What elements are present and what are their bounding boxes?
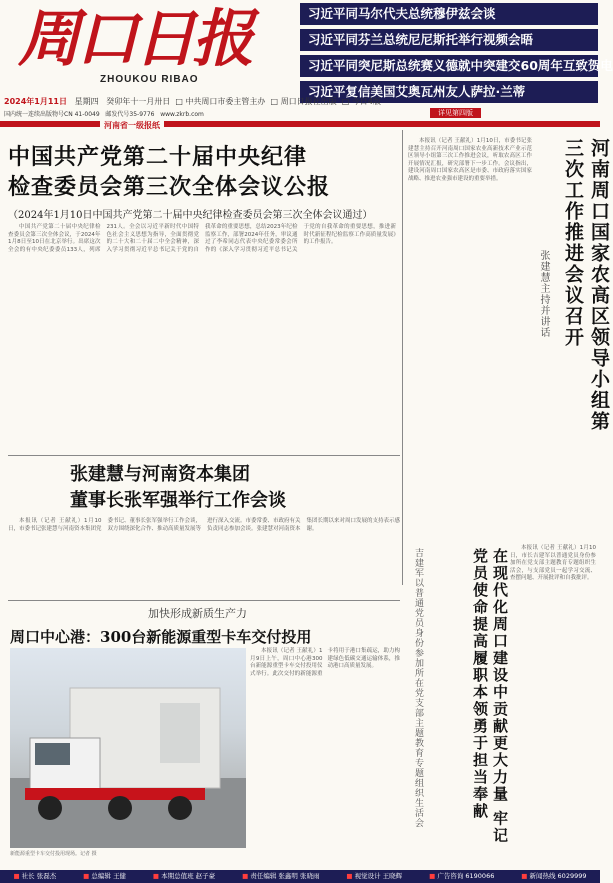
footer-item: ■ 新闻热线 6029999 — [521, 870, 586, 883]
mid-headline-line-2: 董事长张军强举行工作会谈 — [70, 490, 286, 511]
website[interactable]: www.zkrb.com — [160, 111, 204, 118]
footer-item: ■ 本期总值班 赵子豪 — [153, 870, 215, 883]
issue-date: 2024年1月11日 — [4, 97, 67, 106]
lunar-date: 癸卯年十一月卅日 — [106, 97, 171, 106]
mid-headline-line-1: 张建慧与河南资本集团 — [70, 464, 250, 485]
masthead — [0, 0, 613, 120]
feature-headline[interactable]: 周口中心港：300台新能源重型卡车交付投用 — [10, 628, 312, 646]
truck-photo[interactable] — [10, 648, 246, 848]
section-rule — [8, 455, 400, 456]
section-rule-2 — [8, 600, 400, 601]
footer-item: ■ 总编辑 王健 — [83, 870, 126, 883]
masthead-rule — [0, 121, 600, 127]
lead-body — [8, 224, 396, 450]
right-bottom-body-text: 本报讯（记者 王献礼）1月10日，市长吉建军以普通党员身份参加所在党支部主题教育专题组织生活会，与支部党员一起学习交流、查摆问题、开展批评和自我批评。 — [510, 545, 596, 581]
truck-illustration — [10, 648, 246, 848]
top-headline-3[interactable]: 习近平同突尼斯总统赛义德就中突建交60周年互致贺电 — [300, 55, 598, 77]
newspaper-logo[interactable]: 周口日报 — [18, 2, 251, 75]
right-top-byline: 张建慧主持并讲话 — [538, 250, 549, 338]
feature-body-text: 本报讯（记者 王献礼）1月9日上午，周口中心港300台新能源重型卡车交付投用仪式举行。此次交付的新能源重卡将用于港口集疏运，助力构建绿色低碳交通运输体系，推动港口高质量发展。 — [250, 648, 400, 677]
postal-code: 邮发代号35-9776 — [105, 111, 155, 118]
top-headline-1[interactable]: 习近平同马尔代夫总统穆伊兹会谈 — [300, 3, 598, 25]
mid-body — [8, 518, 400, 598]
right-bottom-body — [510, 545, 596, 865]
lead-headline-line-2: 检查委员会第三次全体会议公报 — [8, 174, 331, 200]
lead-subtitle: （2024年1月10日中国共产党第二十届中央纪律检查委员会第三次全体会议通过） — [8, 210, 373, 221]
lead-headline-line-1: 中国共产党第二十届中央纪律 — [8, 144, 308, 170]
weekday: 星期四 — [74, 97, 99, 106]
right-bottom-byline: 吉建军以普通党员身份参加所在党支部主题教育专题组织生活会 — [413, 548, 423, 828]
column-divider — [402, 130, 403, 585]
sponsor: 中共周口市委主管主办 — [185, 97, 266, 106]
photo-caption: 新能源重型卡车交付投用现场。记者 摄 — [10, 851, 97, 857]
footer-item: ■ 责任编辑 张鑫明 张晓雨 — [242, 870, 319, 883]
publisher: 周口日报社出版 — [280, 97, 337, 106]
publication-row — [4, 109, 204, 118]
footer-credits — [0, 870, 600, 883]
page-count: 今日4版 — [351, 97, 381, 106]
weather-note: 详见第四版 — [430, 108, 481, 118]
lead-body-text: 中国共产党第二十届中央纪律检查委员会第三次全体会议，于2024年1月8日至10日在北京举行。出席这次全会的有中央纪委委员133人，列席231人。全会以习近平新时代中国特色社会主义思想为指导，全面贯彻党的二十大和二十届二中全会精神，深入学习贯彻习近平总书记关于党的自我革命的重要思想，总结2023年纪检监察工作，部署2024年任务，审议通过了李希同志代表中央纪委常委会所作的《深入学习贯彻习近平总书记关于党的自我革命的重要思想，推进新时代新征程纪检监察工作高质量发展》的工作报告。 — [8, 224, 396, 253]
footer-item: ■ 社长 张磊杰 — [13, 870, 56, 883]
right-bottom-headline[interactable]: 在现代化周口建设中贡献更大力量 牢记党员使命提高履职本领勇于担当奉献 — [471, 548, 509, 845]
right-top-body-text: 本报讯（记者 王献礼）1月10日，市委书记张建慧主持召开河南周口国家农业高新技术产业示范区领导小组第三次工作推进会议，听取农高区工作开展情况汇报，研究部署下一步工作。会议指出，建设河南周口国家农高区是市委、市政府落实国家战略、推进农业强市建设的重要举措。 — [408, 138, 532, 182]
lead-headline[interactable] — [8, 142, 400, 202]
serial-number: 国内统一连续出版物号CN 41-0049 — [4, 111, 100, 118]
mid-headline[interactable] — [70, 462, 400, 514]
date-row: 2024年1月11日 星期四 癸卯年十一月卅日 □ 中共周口市委主管主办 □ 周口日报社出版 □ 今日4版 — [4, 97, 381, 106]
top-headline-2[interactable]: 习近平同芬兰总统尼尼斯托举行视频会晤 — [300, 29, 598, 51]
feature-kicker: 加快形成新质生产力 — [148, 607, 247, 620]
newspaper-logo-latin: ZHOUKOU RIBAO — [100, 74, 199, 85]
top-headline-4[interactable]: 习近平复信美国艾奥瓦州友人萨拉·兰蒂 — [300, 81, 598, 103]
right-top-headline[interactable]: 河南周口国家农高区领导小组第三次工作推进会议召开 — [562, 138, 610, 432]
right-top-body — [408, 138, 532, 438]
paper-grade-tag: 河南省一级报纸 — [100, 120, 164, 131]
footer-item: ■ 广告咨询 6190066 — [429, 870, 494, 883]
feature-body — [250, 648, 400, 863]
mid-body-text: 本报讯（记者 王献礼）1月10日，市委书记张建慧与河南资本集团党委书记、董事长张军强举行工作会谈，双方围绕深化合作、推动高质量发展等进行深入交流。市委常委、市政府有关负责同志参加会谈。张建慧对河南资本集团长期以来对周口发展的支持表示感谢。 — [8, 518, 401, 532]
footer-item: ■ 视觉设计 王晓辉 — [346, 870, 402, 883]
